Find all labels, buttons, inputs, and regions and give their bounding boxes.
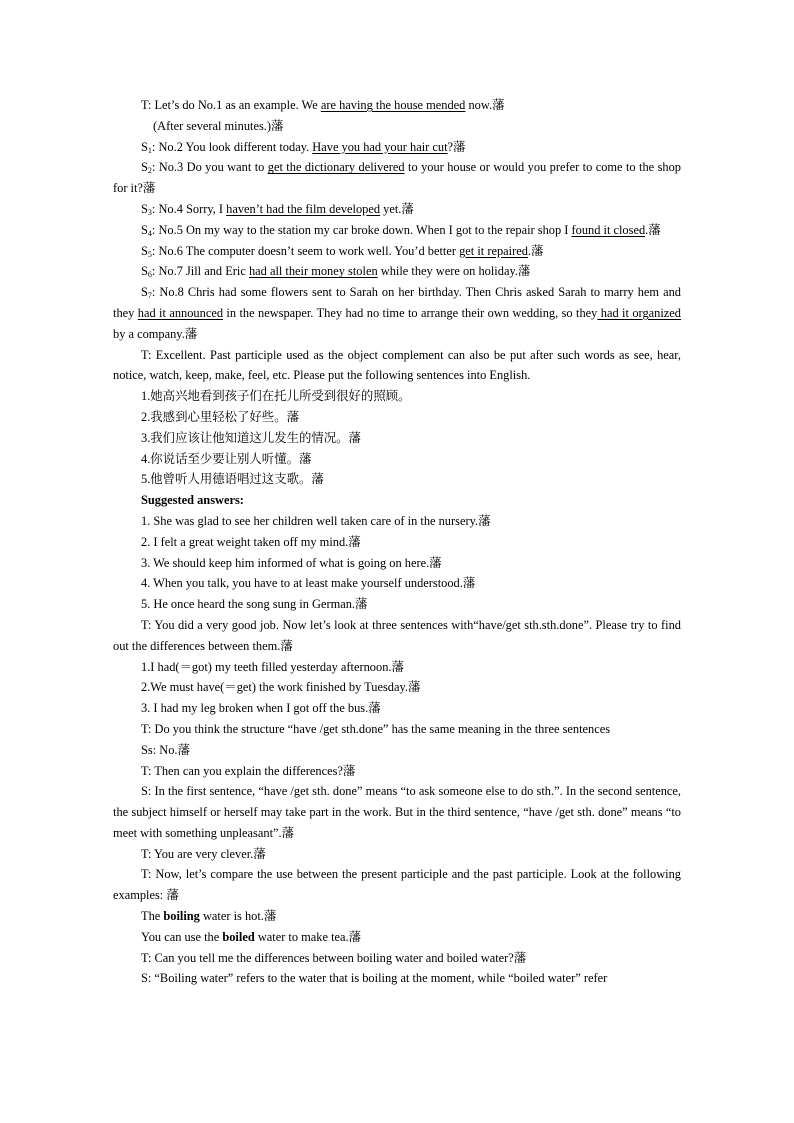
underlined-phrase: get it repaired — [459, 243, 528, 258]
paragraph — [113, 199, 681, 220]
text-run: You can use the — [141, 929, 223, 944]
subscript: 1 — [147, 145, 152, 155]
paragraph — [113, 615, 681, 657]
paragraph — [113, 116, 681, 137]
text-run: S — [141, 139, 148, 154]
text-run: .藩 — [527, 243, 544, 258]
underlined-phrase: found it closed — [571, 222, 646, 237]
underlined-phrase: Have you had your hair cut — [312, 139, 448, 154]
text-run: S — [141, 285, 148, 300]
text-run: 3. We should keep him informed of what is going on here.藩 — [141, 555, 442, 570]
paragraph — [113, 906, 681, 927]
text-run: : No.2 You look different today. — [151, 139, 313, 154]
paragraph — [113, 844, 681, 865]
paragraph — [113, 261, 681, 282]
text-run: T: Excellent. Past participle used as the object complement can also be put after such words as see, hear, notice, watch, keep, make, feel, etc. Please put the following sentences into English. — [113, 347, 681, 383]
underlined-phrase: haven’t had the film developed — [226, 201, 381, 216]
text-run: 3. I had my leg broken when I got off the bus.藩 — [141, 701, 381, 716]
subscript: 3 — [147, 207, 152, 217]
subscript: 5 — [147, 249, 152, 259]
paragraph — [113, 469, 681, 490]
text-run: 藩 — [492, 98, 505, 112]
text-run: 1.I had(＝got) my teeth filled yesterday afternoon.藩 — [141, 659, 404, 674]
text-run: by a company.藩 — [113, 326, 198, 341]
paragraph — [113, 968, 681, 989]
text-run: T: You are very clever.藩 — [141, 846, 266, 861]
text-run: S — [141, 222, 148, 237]
paragraph — [113, 740, 681, 761]
bold-text: Suggested answers: — [141, 493, 244, 508]
text-run: while they were on holiday.藩 — [377, 264, 531, 279]
text-run: S — [141, 201, 148, 216]
text-run: 2.我感到心里轻松了好些。藩 — [141, 409, 299, 424]
text-run: 4. When you talk, you have to at least make yourself understood.藩 — [141, 576, 476, 591]
text-run: T: Can you tell me the differences between boiling water and boiled water?藩 — [141, 950, 527, 965]
text-run: 5.他曾听人用德语唱过这支歌。藩 — [141, 472, 324, 487]
text-run: S: “Boiling water” refers to the water that is boiling at the moment, while “boiled water” refer — [141, 971, 608, 986]
paragraph — [113, 864, 681, 906]
underlined-phrase: had it announced — [137, 305, 224, 320]
paragraph — [113, 573, 681, 594]
text-run: : No.8 Chris had some flowers sent to Sarah on her birthday. Then Chris asked Sarah to marry hem and they — [113, 285, 681, 320]
text-run: water is hot.藩 — [199, 909, 277, 924]
text-run: S — [141, 243, 148, 258]
paragraph — [113, 698, 681, 719]
paragraph — [113, 553, 681, 574]
text-run: S — [141, 264, 148, 279]
text-run: water to make tea.藩 — [254, 929, 362, 944]
text-run: 3.我们应该让他知道这儿发生的情况。藩 — [141, 430, 361, 445]
text-run: in the newspaper. They had no time to arrange their own wedding, so they — [223, 305, 598, 320]
underlined-phrase: had all their money stolen — [248, 264, 378, 279]
paragraph — [113, 137, 681, 158]
paragraph — [113, 719, 681, 740]
text-run: The — [141, 909, 164, 924]
paragraph — [113, 407, 681, 428]
text-run: : No.6 The computer doesn’t seem to work well. You’d better — [151, 243, 460, 258]
text-run: 1.她高兴地看到孩子们在托儿所受到很好的照顾。 — [141, 389, 411, 404]
paragraph — [113, 386, 681, 407]
subscript: 4 — [147, 228, 152, 238]
text-run: S — [141, 160, 148, 175]
subscript: 7 — [147, 291, 152, 301]
text-run: (After several minutes.)藩 — [153, 118, 284, 133]
text-run: 2. I felt a great weight taken off my mind.藩 — [141, 534, 361, 549]
paragraph — [113, 781, 681, 843]
underlined-phrase: are having the house mended — [320, 98, 466, 112]
text-run: .藩 — [645, 222, 661, 237]
text-run: T: Do you think the structure “have /get sth.done” has the same meaning in the three sentences — [141, 721, 611, 736]
paragraph — [113, 95, 681, 116]
paragraph — [113, 677, 681, 698]
subscript: 6 — [147, 270, 152, 280]
bold-text: boiling — [163, 909, 200, 924]
text-run: ?藩 — [447, 139, 466, 154]
paragraph — [113, 657, 681, 678]
text-run: yet.藩 — [380, 201, 414, 216]
text-run: 2.We must have(＝get) the work finished by Tuesday.藩 — [141, 680, 421, 695]
text-run: Ss: No.藩 — [141, 742, 190, 757]
text-run: : No.7 Jill and Eric — [151, 264, 249, 279]
text-run: now. — [465, 98, 493, 112]
document-page — [113, 95, 681, 989]
underlined-phrase: get the dictionary delivered — [267, 160, 405, 175]
text-run: T: Now, let’s compare the use between the present participle and the past participle. Look at the following examples: 藩 — [113, 867, 681, 903]
subscript: 2 — [147, 166, 152, 176]
paragraph — [113, 594, 681, 615]
paragraph — [113, 761, 681, 782]
text-run: 1. She was glad to see her children well taken care of in the nursery.藩 — [141, 513, 491, 528]
paragraph — [113, 511, 681, 532]
text-run: T: Then can you explain the differences?藩 — [141, 763, 356, 778]
text-run: : No.5 On my way to the station my car broke down. When I got to the repair shop I — [151, 222, 572, 237]
text-run: to your house or would you prefer to come to the shop for it?藩 — [113, 160, 681, 196]
text-run: 4.你说话至少要让别人听懂。藩 — [141, 451, 312, 466]
paragraph — [113, 449, 681, 470]
text-run: S: In the first sentence, “have /get sth. done” means “to ask someone else to do sth.”. In the second sentence, the subject himself or herself may take part in the work. But in the third sentence, “have /get sth. done” means “to meet with something unpleasant”.藩 — [113, 784, 681, 840]
text-run: T: You did a very good job. Now let’s look at three sentences with“have/get sth.sth.done”. Please try to find out the differences between them.藩 — [113, 617, 681, 653]
text-run: : No.3 Do you want to — [151, 160, 268, 175]
paragraph — [113, 490, 681, 511]
paragraph — [113, 532, 681, 553]
paragraph — [113, 428, 681, 449]
paragraph — [113, 241, 681, 262]
paragraph — [113, 948, 681, 969]
paragraph — [113, 220, 681, 241]
text-run: : No.4 Sorry, I — [151, 201, 227, 216]
paragraph — [113, 157, 681, 199]
text-run: 5. He once heard the song sung in German.藩 — [141, 597, 368, 612]
text-run: T: Let’s do No.1 as an example. We — [141, 98, 321, 112]
underlined-phrase: had it organized — [597, 305, 681, 320]
paragraph — [113, 927, 681, 948]
paragraph — [113, 282, 681, 344]
bold-text: boiled — [222, 929, 255, 944]
paragraph — [113, 345, 681, 387]
